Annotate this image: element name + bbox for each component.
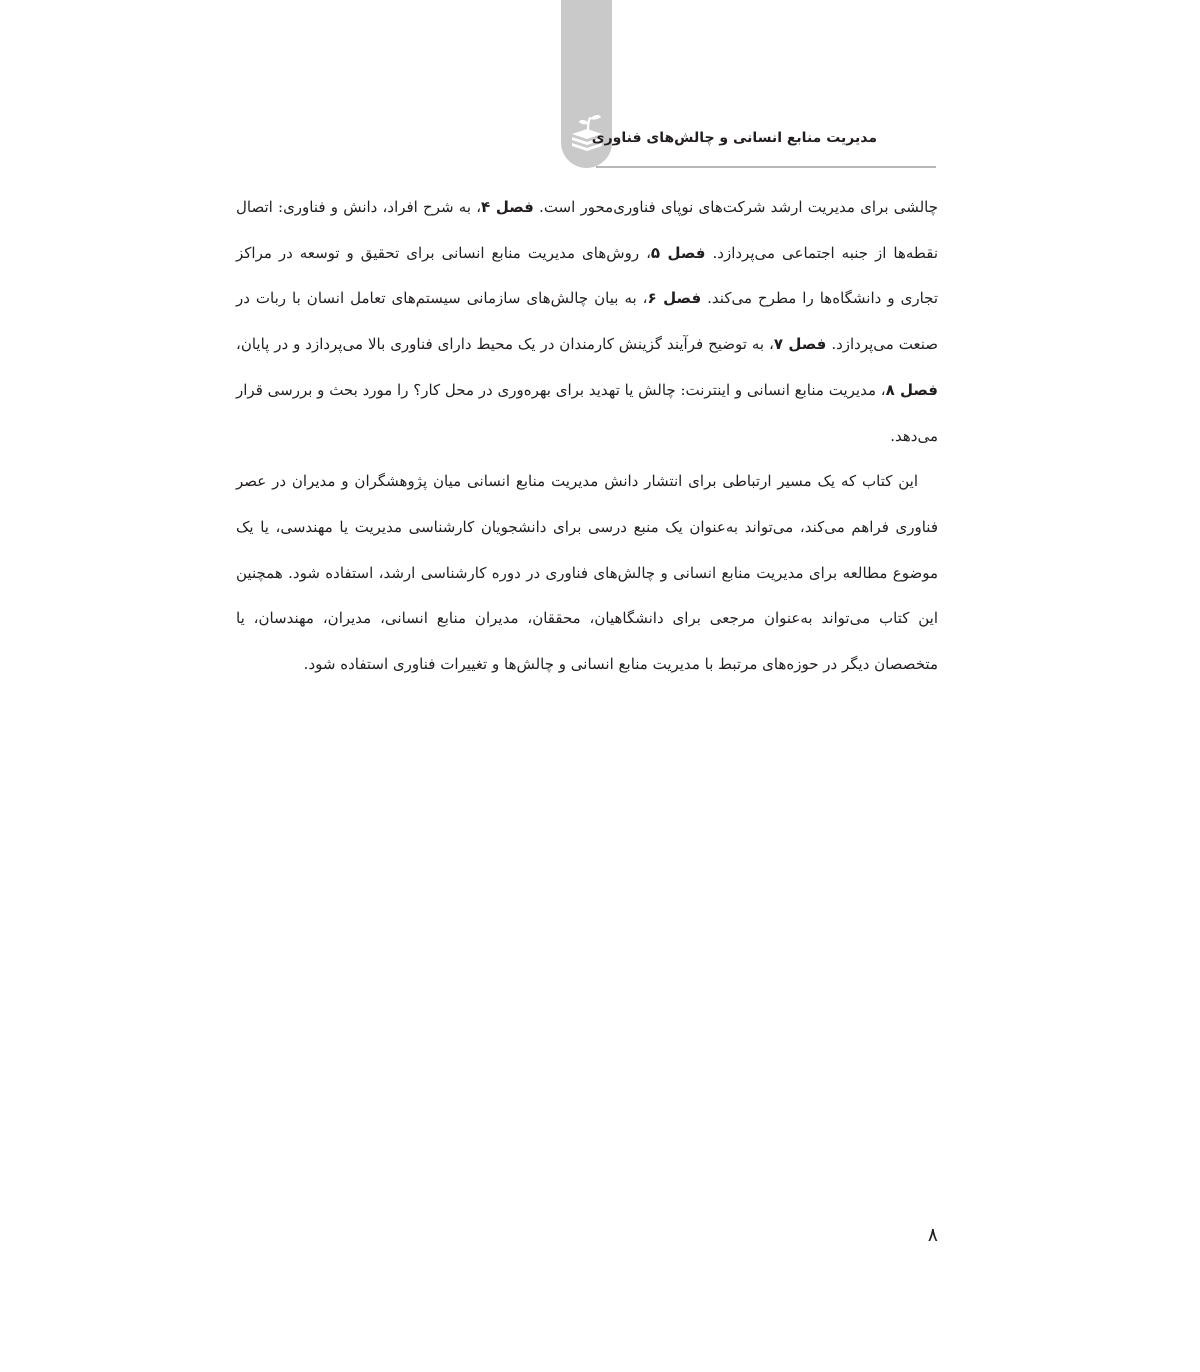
- chapter-ref-8: فصل ۸: [885, 380, 938, 399]
- chapter-ref-5: فصل ۵: [650, 243, 706, 262]
- page-number: ۸: [927, 1224, 938, 1246]
- chapter-ref-4: فصل ۴: [481, 198, 534, 216]
- chapter-ref-6: فصل ۶: [647, 289, 702, 308]
- text-segment: چالشی برای مدیریت ارشد شرکت‌های نوپای فناوری‌محور است.: [533, 198, 939, 216]
- text-segment: ، مدیریت منابع انسانی و اینترنت: چالش یا تهدید برای بهره‌وری در محل کار؟ را مورد بحث و بررسی قرار می‌دهد.: [236, 380, 938, 445]
- header-rule: [596, 166, 936, 168]
- chapter-ref-7: فصل ۷: [773, 335, 827, 354]
- text-segment: ، به شرح افراد، دانش و فناوری: اتصال نقطه‌ها از جنبه اجتماعی می‌پردازد.: [236, 198, 938, 262]
- text-segment: ، روش‌های مدیریت منابع انسانی برای تحقیق و توسعه در مراکز تجاری و دانشگاه‌ها را مطرح می‌کند.: [236, 243, 938, 308]
- running-header-title: مدیریت منابع انسانی و چالش‌های فناوری: [591, 130, 877, 146]
- text-segment: ، به توضیح فرآیند گزینش کارمندان در یک محیط دارای فناوری بالا می‌پردازد و در پایان،: [236, 335, 774, 354]
- paragraph-chapters: [236, 185, 938, 459]
- text-segment: ، به بیان چالش‌های سازمانی سیستم‌های تعامل انسان با ربات در صنعت می‌پردازد.: [236, 289, 938, 354]
- body-text: [236, 185, 938, 688]
- paragraph-book-purpose: این کتاب که یک مسیر ارتباطی برای انتشار دانش مدیریت منابع انسانی میان پژوهشگران و مدیران در عصر فناوری فراهم می‌کند، می‌تواند به‌عنوان یک منبع درسی برای دانشجویان کارشناسی مدیریت یا مهندسی، یا یک موضوع مطالعه برای مدیریت منابع انسانی و چالش‌های فناوری در دوره کارشناسی ارشد، استفاده شود. همچنین این کتاب می‌تواند به‌عنوان مرجعی برای دانشگاهیان، محققان، مدیران منابع انسانی، مدیران، مهندسان، یا متخصصان دیگر در حوزه‌های مرتبط با مدیریت منابع انسانی و چالش‌ها و تغییرات فناوری استفاده شود.: [236, 472, 938, 674]
